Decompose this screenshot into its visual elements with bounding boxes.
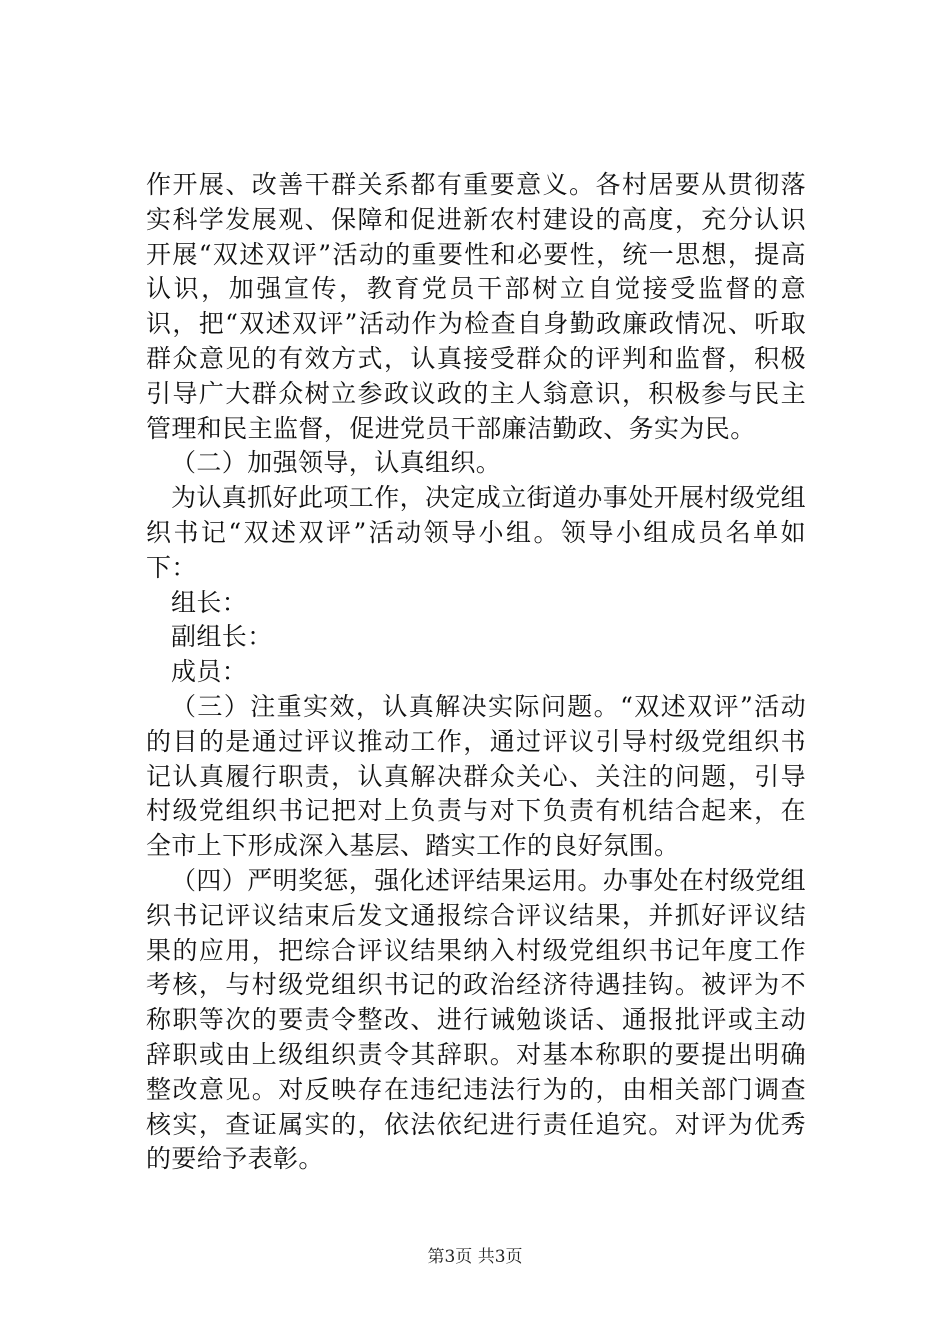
section-three-paragraph: （三）注重实效，认真解决实际问题。“双述双评”活动的目的是通过评议推动工作，通过评议引导村级党组织书记认真履行职责，认真解决群众关心、关注的问题，引导村级党组织书记把对上负责与对下负责有机结合起来，在全市上下形成深入基层、踏实工作的良好氛围。 — [146, 691, 806, 861]
paragraph-leadership-group: 为认真抓好此项工作，决定成立街道办事处开展村级党组织书记“双述双评”活动领导小组。领导小组成员名单如下： — [146, 483, 807, 582]
members-line: 成员： — [171, 657, 248, 687]
page-number-footer: 第3页 共3页 — [427, 1247, 523, 1267]
group-leader-line: 组长： — [171, 587, 248, 617]
section-four-paragraph: （四）严明奖惩，强化述评结果运用。办事处在村级党组织书记评议结束后发文通报综合评议结果，并抓好评议结果的应用，把综合评议结果纳入村级党组织书记年度工作考核，与村级党组织书记的政治经济待遇挂钩。被评为不称职等次的要责令整改、进行诫勉谈话、通报批评或主动辞职或由上级组织责令其辞职。对基本称职的要提出明确整改意见。对反映存在违纪违法行为的，由相关部门调查核实，查证属实的，依法依纪进行责任追究。对评为优秀的要给予表彰。 — [146, 865, 807, 1174]
deputy-leader-line: 副组长： — [171, 622, 273, 652]
section-heading-two: （二）加强领导，认真组织。 — [171, 448, 502, 478]
paragraph-continuation: 作开展、改善干群关系都有重要意义。各村居要从贯彻落实科学发展观、保障和促进新农村建设的高度，充分认识开展“双述双评”活动的重要性和必要性，统一思想，提高认识，加强宣传，教育党员干部树立自觉接受监督的意识，把“双述双评”活动作为检查自身勤政廉政情况、听取群众意见的有效方式，认真接受群众的评判和监督，积极引导广大群众树立参政议政的主人翁意识，积极参与民主管理和民主监督，促进党员干部廉洁勤政、务实为民。 — [146, 170, 806, 443]
document-body — [146, 168, 806, 1177]
